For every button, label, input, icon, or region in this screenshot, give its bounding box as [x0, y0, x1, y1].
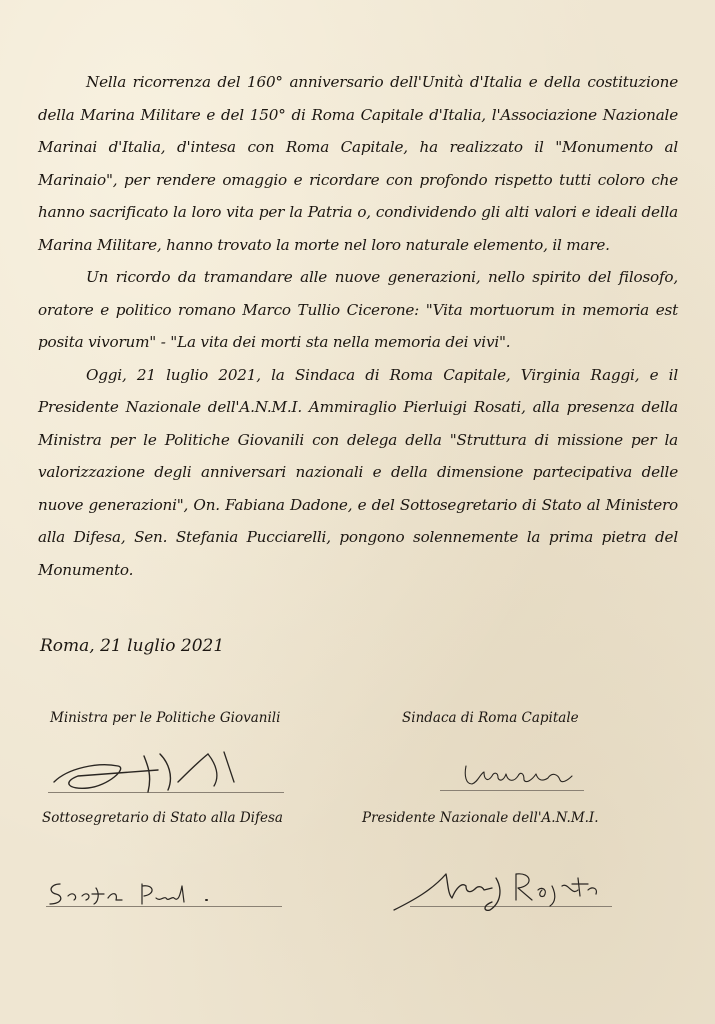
paragraph-anniversary: Nella ricorrenza del 160° anniversario dell'Unità d'Italia e della costituzione della Marina Militare e del 150° di Roma Capitale d'Italia, l'Associazione Nazionale Marinai d'Italia, d'intesa con Roma Capitale, ha realizzato il "Monumento al Marinaio", per rendere omaggio e ricordare con profondo rispetto tutti coloro che hanno sacrificato la loro vita per la Patria o, condividendo gli alti valori e ideali della Marina Militare, hanno trovato la morte nel loro naturale elemento, il mare. [38, 73, 678, 254]
paragraph-cicero: Un ricordo da tramandare alle nuove generazioni, nello spirito del filosofo, oratore e politico romano Marco Tullio Cicerone: "Vita mortuorum in memoria est posita vivorum" - "La vita dei morti sta nella memoria dei vivi". [38, 268, 678, 351]
signatory-title-sottosegretario: Sottosegretario di Stato alla Difesa [42, 810, 283, 826]
signature-sindaca [462, 758, 582, 792]
signatory-title-presidente: Presidente Nazionale dell'A.N.M.I. [362, 810, 599, 826]
letter-body [38, 66, 678, 586]
place-date: Roma, 21 luglio 2021 [40, 636, 225, 656]
paragraph-ceremony: Oggi, 21 luglio 2021, la Sindaca di Roma Capitale, Virginia Raggi, e il Presidente Nazionale dell'A.N.M.I. Ammiraglio Pierluigi Rosati, alla presenza della Ministra per le Politiche Giovanili con delega della "Struttura di missione per la valorizzazione degli anniversari nazionali e della dimensione partecipativa delle nuove generazioni", On. Fabiana Dadone, e del Sottosegretario di Stato al Ministero alla Difesa, Sen. Stefania Pucciarelli, pongono solennemente la prima pietra del Monumento. [38, 365, 678, 579]
signature-ministra [48, 742, 248, 798]
signatory-title-sindaca: Sindaca di Roma Capitale [402, 710, 579, 726]
signature-sottosegretario [46, 876, 226, 912]
signatory-title-ministra: Ministra per le Politiche Giovanili [50, 710, 281, 726]
signature-presidente [392, 860, 608, 916]
